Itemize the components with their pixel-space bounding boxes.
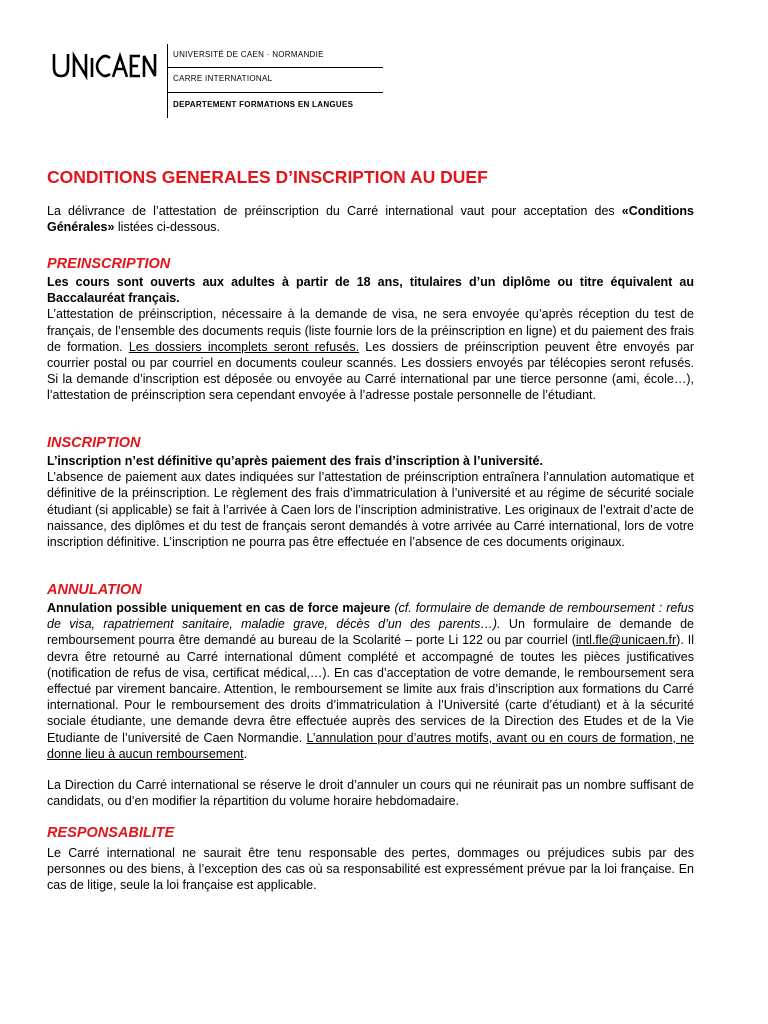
responsabilite-paragraph: Le Carré international ne saurait être tenu responsable des pertes, dommages ou préjudices subis par des personnes ou des biens, à l’exception des cas où sa responsabilité est expressément prévue par la loi française. En cas de litige, seule la loi française est applicable. [47, 846, 694, 893]
header-rule-1 [167, 67, 383, 68]
letterhead [52, 40, 392, 120]
university-name: UNIVERSITÉ DE CAEN · NORMANDIE [173, 50, 324, 59]
unicaen-logo [52, 50, 157, 80]
section-title-annulation: ANNULATION [47, 582, 142, 598]
header-rule-2 [167, 92, 383, 93]
section-title-responsabilite: RESPONSABILITE [47, 825, 175, 841]
intro-paragraph: La délivrance de l’attestation de préinscription du Carré international vaut pour acceptation des «Conditions Générales» listées ci-dessous. [47, 204, 694, 235]
service-name: DEPARTEMENT FORMATIONS EN LANGUES [173, 100, 354, 109]
page-title: CONDITIONS GENERALES D’INSCRIPTION AU DUEF [47, 167, 488, 187]
email-link[interactable]: intl.fle@unicaen.fr [575, 633, 677, 648]
inscription-paragraph: L’inscription n’est définitive qu’après paiement des frais d’inscription à l’université. L’absence de paiement aux dates indiquées sur l’attestation de préinscription entraînera l’annulation automatique et définitive de la préinscription. Le règlement des frais d’immatriculation à l’université et au régime de sécurité sociale étudiant (si applicable) se fait à l’arrivée à Caen lors de l’inscription administrative. Les originaux de l’extrait d’acte de naissance, des diplômes et du test de français seront demandés à votre arrivée au Carré international, lors de votre inscription définitive. L’inscription ne pourra pas être effectuée en l’absence de ces documents originaux. [47, 454, 694, 550]
section-title-preinscription: PREINSCRIPTION [47, 256, 171, 272]
department-name: CARRE INTERNATIONAL [173, 74, 273, 83]
annulation-paragraph: Annulation possible uniquement en cas de force majeure (cf. formulaire de demande de remboursement : refus de visa, rapatriement sanitaire, maladie grave, décès d’un des parents…). Un formulaire de demande de remboursement pourra être demandé au bureau de la Scolarité – porte Li 122 ou par courriel (intl.fle@unicaen.fr). Il devra être retourné au Carré international dûment complété et accompagné de toutes les pièces justificatives (notification de refus de visa, certificat médical,…). En cas d’acceptation de votre demande, le remboursement sera effectué par virement bancaire. Attention, le remboursement se limite aux frais d’inscription aux formations du Carré international. Pour le remboursement des droits d’immatriculation à l’Université (carte d’étudiant) et à la sécurité sociale étudiante, une demande devra être effectuée auprès des services de la Direction des Etudes et de la Vie Etudiante de l’université de Caen Normandie. L’annulation pour d’autres motifs, avant ou en cours de formation, ne donne lieu à aucun remboursement. [47, 601, 694, 761]
preinscription-paragraph: Les cours sont ouverts aux adultes à partir de 18 ans, titulaires d’un diplôme ou titre équivalent au Baccalauréat français. L’attestation de préinscription, nécessaire à la demande de visa, ne sera envoyée qu’après réception du test de français, de l’ensemble des documents requis (liste fournie lors de la préinscription en ligne) et du paiement des frais de formation. Les dossiers incomplets seront refusés. Les dossiers de préinscription peuvent être envoyés par courrier postal ou par courriel en documents couleur scannés. Les dossiers envoyés par télécopies seront refusés. Si la demande d’inscription est déposée ou envoyée au Carré international par une tierce personne (ami, école…), l’attestation de préinscription sera cependant envoyée à l’adresse postale personnelle de l’étudiant. [47, 275, 695, 403]
section-title-inscription: INSCRIPTION [47, 435, 141, 451]
header-divider-vertical [167, 44, 168, 118]
annulation-paragraph-2: La Direction du Carré international se réserve le droit d’annuler un cours qui ne réunirait pas un nombre suffisant de candidats, ou d’en modifier la répartition du volume horaire hebdomadaire. [47, 778, 694, 809]
